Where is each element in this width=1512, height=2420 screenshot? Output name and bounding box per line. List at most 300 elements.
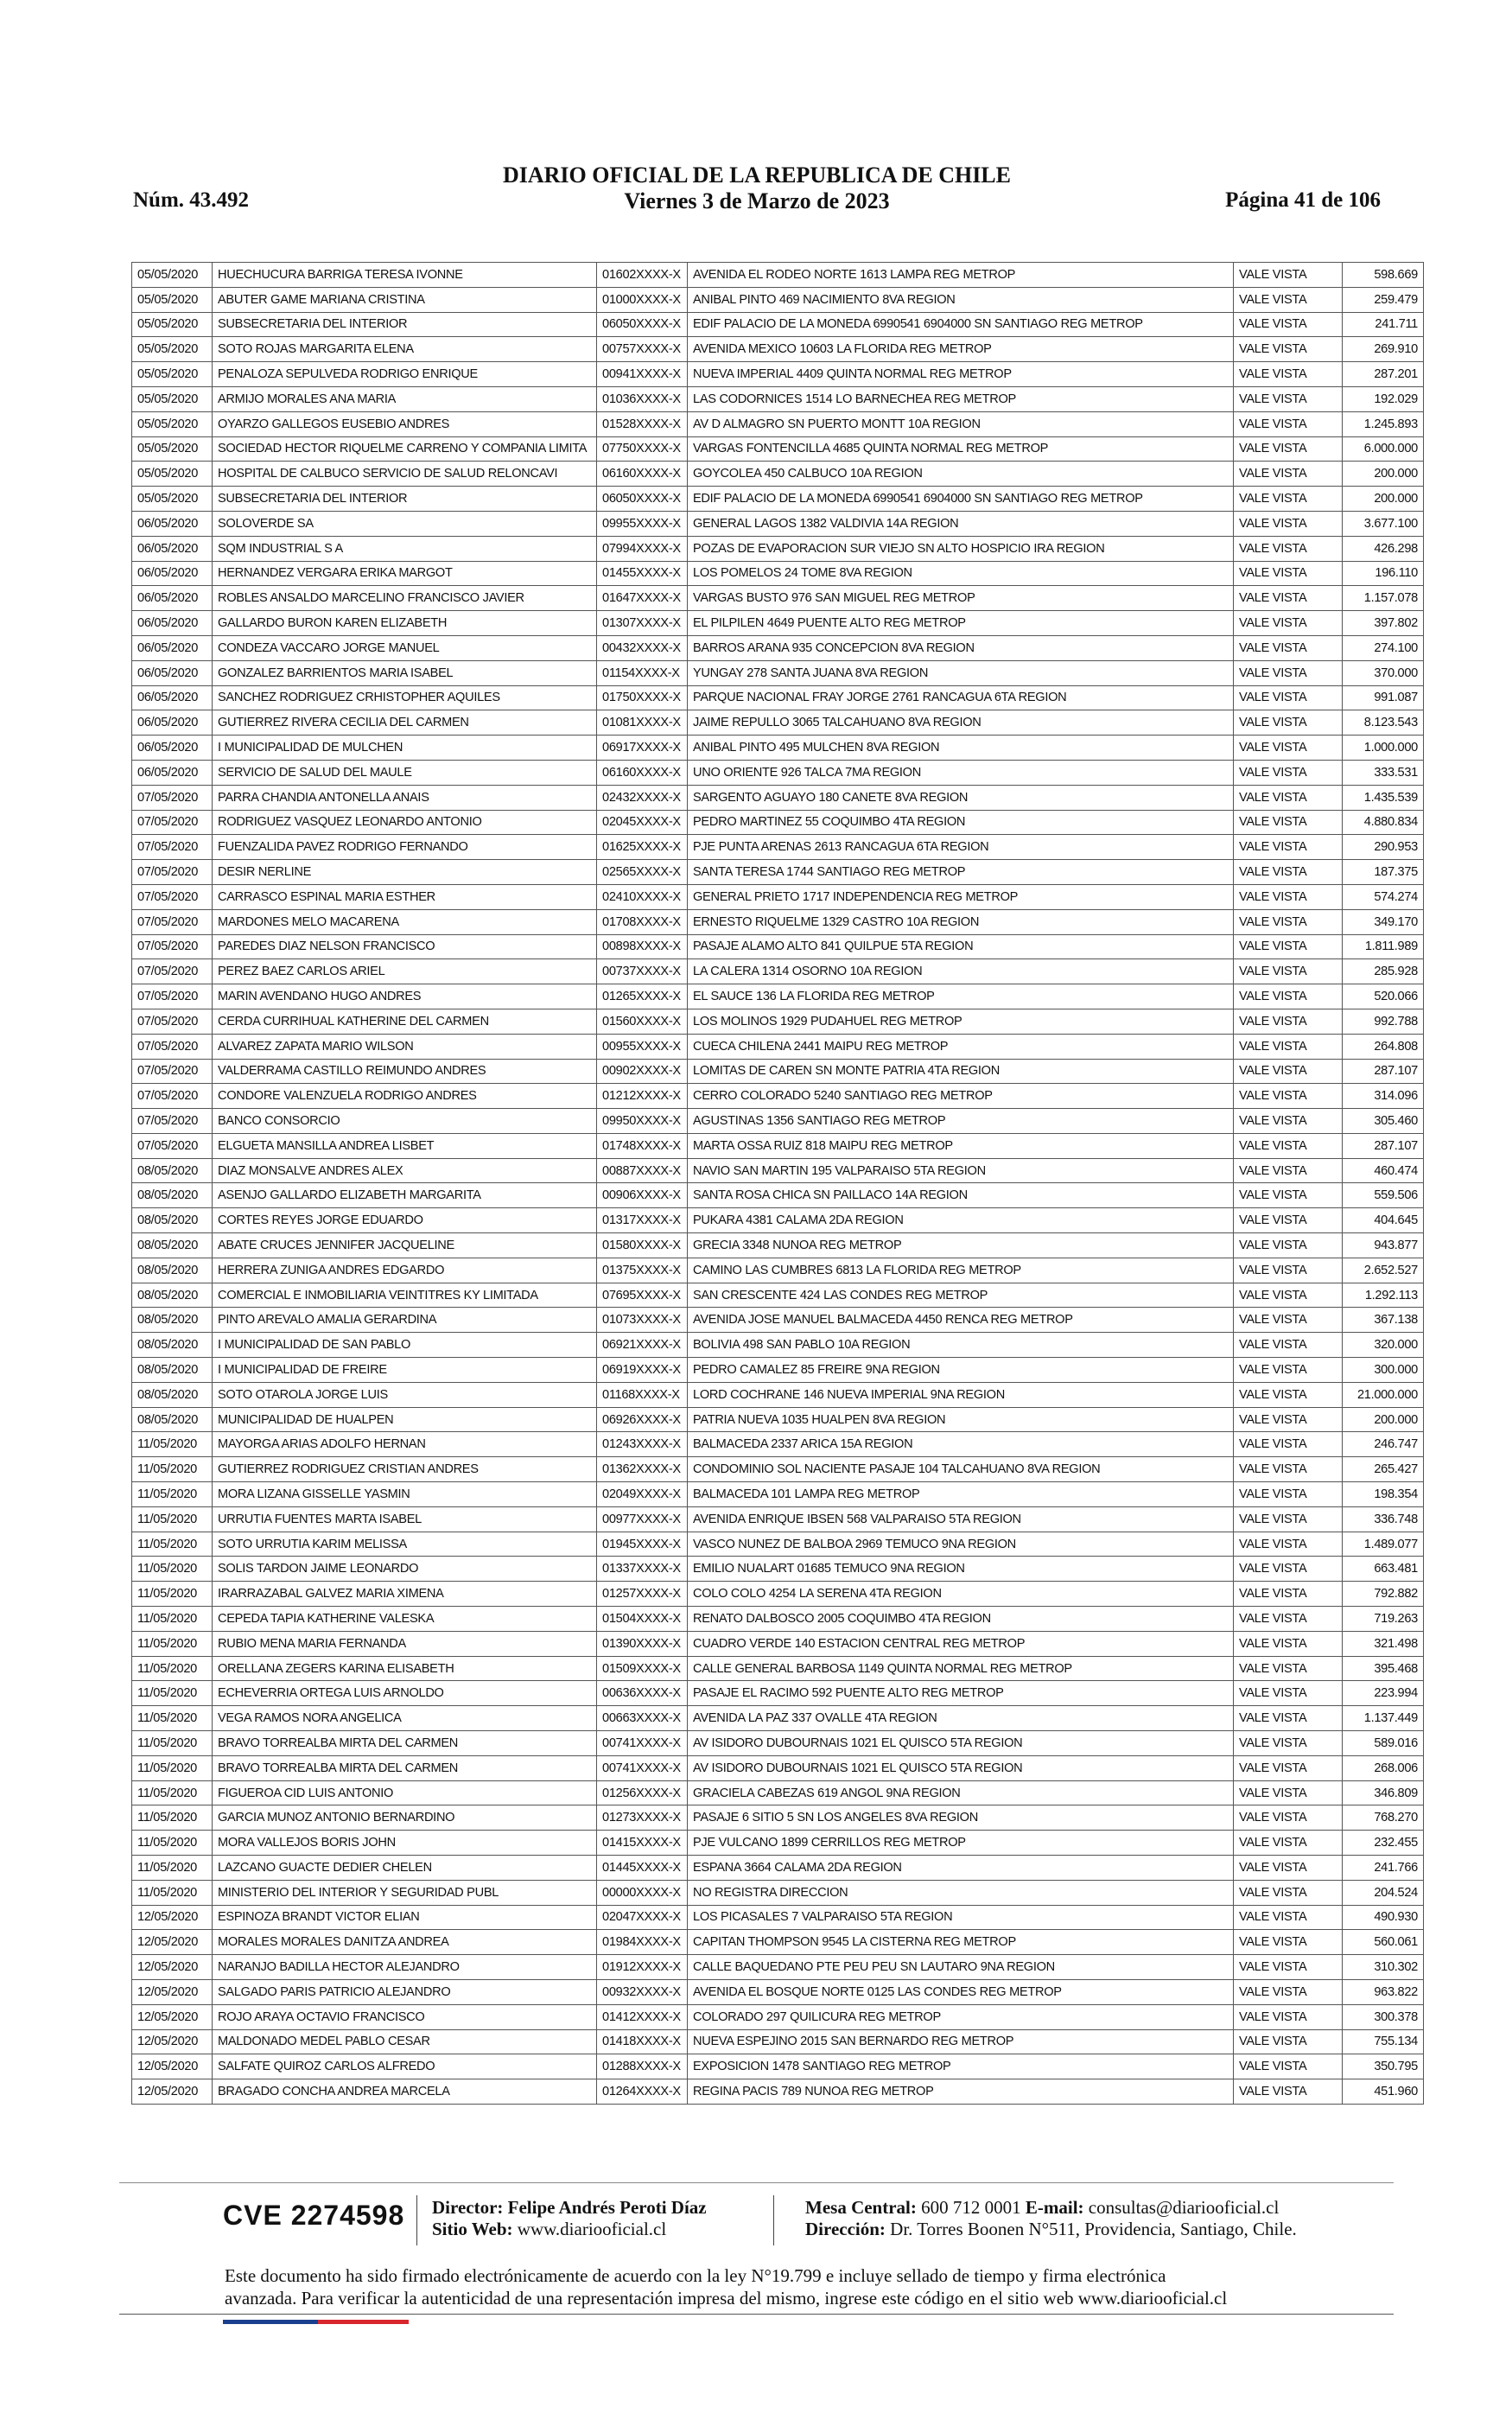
amount-cell: 404.645 bbox=[1343, 1208, 1424, 1233]
address-cell: AVENIDA EL RODEO NORTE 1613 LAMPA REG METROP bbox=[688, 263, 1234, 288]
beneficiary-cell: ARMIJO MORALES ANA MARIA bbox=[213, 386, 597, 411]
beneficiary-cell: URRUTIA FUENTES MARTA ISABEL bbox=[213, 1506, 597, 1532]
rut-cell: 01945XXXX-X bbox=[597, 1532, 688, 1557]
payment-type-cell: VALE VISTA bbox=[1234, 386, 1343, 411]
date-cell: 07/05/2020 bbox=[132, 959, 213, 984]
legal-notice bbox=[225, 2264, 1348, 2309]
rut-cell: 06926XXXX-X bbox=[597, 1407, 688, 1432]
date-cell: 12/05/2020 bbox=[132, 1930, 213, 1955]
beneficiary-cell: OYARZO GALLEGOS EUSEBIO ANDRES bbox=[213, 411, 597, 436]
payment-type-cell: VALE VISTA bbox=[1234, 1880, 1343, 1905]
amount-cell: 397.802 bbox=[1343, 611, 1424, 636]
date-cell: 08/05/2020 bbox=[132, 1283, 213, 1308]
address-cell: RENATO DALBOSCO 2005 COQUIMBO 4TA REGION bbox=[688, 1607, 1234, 1632]
date-cell: 06/05/2020 bbox=[132, 586, 213, 611]
table-row bbox=[132, 1283, 1424, 1308]
amount-cell: 1.245.893 bbox=[1343, 411, 1424, 436]
table-row bbox=[132, 2029, 1424, 2054]
beneficiary-cell: SERVICIO DE SALUD DEL MAULE bbox=[213, 760, 597, 785]
beneficiary-cell: RODRIGUEZ VASQUEZ LEONARDO ANTONIO bbox=[213, 810, 597, 835]
address-cell: PJE PUNTA ARENAS 2613 RANCAGUA 6TA REGION bbox=[688, 835, 1234, 860]
rut-cell: 01748XXXX-X bbox=[597, 1133, 688, 1158]
amount-cell: 21.000.000 bbox=[1343, 1382, 1424, 1407]
rut-cell: 00741XXXX-X bbox=[597, 1755, 688, 1780]
date-cell: 05/05/2020 bbox=[132, 462, 213, 487]
payment-type-cell: VALE VISTA bbox=[1234, 1780, 1343, 1805]
amount-cell: 992.788 bbox=[1343, 1009, 1424, 1034]
beneficiary-cell: IRARRAZABAL GALVEZ MARIA XIMENA bbox=[213, 1582, 597, 1607]
date-cell: 06/05/2020 bbox=[132, 536, 213, 561]
address-cell: CAPITAN THOMPSON 9545 LA CISTERNA REG METROP bbox=[688, 1930, 1234, 1955]
address-cell: JAIME REPULLO 3065 TALCAHUANO 8VA REGION bbox=[688, 710, 1234, 736]
rut-cell: 01337XXXX-X bbox=[597, 1557, 688, 1582]
payment-type-cell: VALE VISTA bbox=[1234, 611, 1343, 636]
beneficiary-cell: CONDORE VALENZUELA RODRIGO ANDRES bbox=[213, 1084, 597, 1109]
table-row bbox=[132, 1955, 1424, 1980]
address-cell: NAVIO SAN MARTIN 195 VALPARAISO 5TA REGION bbox=[688, 1158, 1234, 1183]
amount-cell: 305.460 bbox=[1343, 1109, 1424, 1134]
beneficiary-cell: FIGUEROA CID LUIS ANTONIO bbox=[213, 1780, 597, 1805]
payment-type-cell: VALE VISTA bbox=[1234, 337, 1343, 362]
amount-cell: 310.302 bbox=[1343, 1955, 1424, 1980]
table-row bbox=[132, 611, 1424, 636]
address-cell: AV ISIDORO DUBOURNAIS 1021 EL QUISCO 5TA REGION bbox=[688, 1731, 1234, 1756]
beneficiary-cell: HUECHUCURA BARRIGA TERESA IVONNE bbox=[213, 263, 597, 288]
footer-separator bbox=[416, 2195, 417, 2245]
masthead bbox=[130, 162, 1384, 214]
beneficiary-cell: SOLOVERDE SA bbox=[213, 511, 597, 536]
rut-cell: 01264XXXX-X bbox=[597, 2079, 688, 2105]
payment-type-cell: VALE VISTA bbox=[1234, 362, 1343, 387]
payment-type-cell: VALE VISTA bbox=[1234, 1283, 1343, 1308]
amount-cell: 963.822 bbox=[1343, 1979, 1424, 2004]
rut-cell: 01509XXXX-X bbox=[597, 1656, 688, 1681]
payment-type-cell: VALE VISTA bbox=[1234, 1681, 1343, 1706]
beneficiary-cell: DESIR NERLINE bbox=[213, 860, 597, 885]
payment-type-cell: VALE VISTA bbox=[1234, 1831, 1343, 1856]
amount-cell: 395.468 bbox=[1343, 1656, 1424, 1681]
payment-type-cell: VALE VISTA bbox=[1234, 860, 1343, 885]
address-cell: BALMACEDA 101 LAMPA REG METROP bbox=[688, 1482, 1234, 1507]
beneficiary-cell: CEPEDA TAPIA KATHERINE VALESKA bbox=[213, 1607, 597, 1632]
beneficiary-cell: NARANJO BADILLA HECTOR ALEJANDRO bbox=[213, 1955, 597, 1980]
table-row bbox=[132, 860, 1424, 885]
address-cell: SAN CRESCENTE 424 LAS CONDES REG METROP bbox=[688, 1283, 1234, 1308]
address-cell: LOMITAS DE CAREN SN MONTE PATRIA 4TA REGION bbox=[688, 1059, 1234, 1084]
date-cell: 06/05/2020 bbox=[132, 660, 213, 685]
table-row bbox=[132, 1233, 1424, 1258]
rut-cell: 01243XXXX-X bbox=[597, 1432, 688, 1457]
amount-cell: 287.107 bbox=[1343, 1059, 1424, 1084]
payment-type-cell: VALE VISTA bbox=[1234, 934, 1343, 959]
rut-cell: 01455XXXX-X bbox=[597, 561, 688, 586]
date-cell: 06/05/2020 bbox=[132, 611, 213, 636]
rut-cell: 01265XXXX-X bbox=[597, 984, 688, 1009]
payment-type-cell: VALE VISTA bbox=[1234, 685, 1343, 710]
rut-cell: 01560XXXX-X bbox=[597, 1009, 688, 1034]
rut-cell: 06921XXXX-X bbox=[597, 1333, 688, 1358]
date-cell: 12/05/2020 bbox=[132, 2029, 213, 2054]
date-cell: 07/05/2020 bbox=[132, 785, 213, 810]
payments-table bbox=[131, 262, 1424, 2105]
rut-cell: 00932XXXX-X bbox=[597, 1979, 688, 2004]
rut-cell: 09950XXXX-X bbox=[597, 1109, 688, 1134]
site-link[interactable]: www.diariooficial.cl bbox=[517, 2219, 667, 2239]
payment-type-cell: VALE VISTA bbox=[1234, 1955, 1343, 1980]
beneficiary-cell: DIAZ MONSALVE ANDRES ALEX bbox=[213, 1158, 597, 1183]
table-row bbox=[132, 1930, 1424, 1955]
rut-cell: 01984XXXX-X bbox=[597, 1930, 688, 1955]
date-cell: 06/05/2020 bbox=[132, 710, 213, 736]
address-cell: EXPOSICION 1478 SANTIAGO REG METROP bbox=[688, 2054, 1234, 2079]
beneficiary-cell: ROJO ARAYA OCTAVIO FRANCISCO bbox=[213, 2004, 597, 2029]
date-cell: 11/05/2020 bbox=[132, 1532, 213, 1557]
rut-cell: 01412XXXX-X bbox=[597, 2004, 688, 2029]
date-cell: 05/05/2020 bbox=[132, 312, 213, 337]
table-row bbox=[132, 536, 1424, 561]
payment-type-cell: VALE VISTA bbox=[1234, 1656, 1343, 1681]
table-row bbox=[132, 760, 1424, 785]
table-row bbox=[132, 1009, 1424, 1034]
beneficiary-cell: BRAGADO CONCHA ANDREA MARCELA bbox=[213, 2079, 597, 2105]
date-cell: 07/05/2020 bbox=[132, 835, 213, 860]
date-cell: 11/05/2020 bbox=[132, 1856, 213, 1881]
rut-cell: 01528XXXX-X bbox=[597, 411, 688, 436]
payments-table-body bbox=[132, 263, 1424, 2105]
date-cell: 11/05/2020 bbox=[132, 1755, 213, 1780]
payment-type-cell: VALE VISTA bbox=[1234, 1109, 1343, 1134]
beneficiary-cell: SOCIEDAD HECTOR RIQUELME CARRENO Y COMPANIA LIMITA bbox=[213, 436, 597, 462]
address-cell: CUECA CHILENA 2441 MAIPU REG METROP bbox=[688, 1034, 1234, 1059]
beneficiary-cell: CORTES REYES JORGE EDUARDO bbox=[213, 1208, 597, 1233]
table-row bbox=[132, 710, 1424, 736]
payment-type-cell: VALE VISTA bbox=[1234, 1308, 1343, 1333]
table-row bbox=[132, 2054, 1424, 2079]
amount-cell: 200.000 bbox=[1343, 462, 1424, 487]
amount-cell: 187.375 bbox=[1343, 860, 1424, 885]
date-cell: 05/05/2020 bbox=[132, 411, 213, 436]
issue-number: Núm. 43.492 bbox=[133, 188, 250, 212]
amount-cell: 287.201 bbox=[1343, 362, 1424, 387]
table-row bbox=[132, 1656, 1424, 1681]
table-row bbox=[132, 436, 1424, 462]
rut-cell: 01602XXXX-X bbox=[597, 263, 688, 288]
address-cell: LOS MOLINOS 1929 PUDAHUEL REG METROP bbox=[688, 1009, 1234, 1034]
date-cell: 05/05/2020 bbox=[132, 386, 213, 411]
payment-type-cell: VALE VISTA bbox=[1234, 287, 1343, 312]
amount-cell: 333.531 bbox=[1343, 760, 1424, 785]
date-cell: 11/05/2020 bbox=[132, 1631, 213, 1656]
rut-cell: 02049XXXX-X bbox=[597, 1482, 688, 1507]
address-cell: CUADRO VERDE 140 ESTACION CENTRAL REG METROP bbox=[688, 1631, 1234, 1656]
payment-type-cell: VALE VISTA bbox=[1234, 1333, 1343, 1358]
address-cell: ANIBAL PINTO 469 NACIMIENTO 8VA REGION bbox=[688, 287, 1234, 312]
amount-cell: 265.427 bbox=[1343, 1457, 1424, 1482]
beneficiary-cell: PENALOZA SEPULVEDA RODRIGO ENRIQUE bbox=[213, 362, 597, 387]
rut-cell: 06919XXXX-X bbox=[597, 1358, 688, 1383]
address-cell: NO REGISTRA DIRECCION bbox=[688, 1880, 1234, 1905]
address-cell: AVENIDA EL BOSQUE NORTE 0125 LAS CONDES REG METROP bbox=[688, 1979, 1234, 2004]
beneficiary-cell: VEGA RAMOS NORA ANGELICA bbox=[213, 1706, 597, 1731]
amount-cell: 755.134 bbox=[1343, 2029, 1424, 2054]
rut-cell: 01362XXXX-X bbox=[597, 1457, 688, 1482]
date-cell: 05/05/2020 bbox=[132, 287, 213, 312]
table-row bbox=[132, 561, 1424, 586]
beneficiary-cell: ABATE CRUCES JENNIFER JACQUELINE bbox=[213, 1233, 597, 1258]
amount-cell: 1.811.989 bbox=[1343, 934, 1424, 959]
table-row bbox=[132, 1034, 1424, 1059]
beneficiary-cell: SQM INDUSTRIAL S A bbox=[213, 536, 597, 561]
table-row bbox=[132, 1706, 1424, 1731]
address-cell: PJE VULCANO 1899 CERRILLOS REG METROP bbox=[688, 1831, 1234, 1856]
payment-type-cell: VALE VISTA bbox=[1234, 1706, 1343, 1731]
amount-cell: 285.928 bbox=[1343, 959, 1424, 984]
date-cell: 06/05/2020 bbox=[132, 685, 213, 710]
table-row bbox=[132, 1432, 1424, 1457]
amount-cell: 314.096 bbox=[1343, 1084, 1424, 1109]
date-cell: 08/05/2020 bbox=[132, 1183, 213, 1208]
amount-cell: 350.795 bbox=[1343, 2054, 1424, 2079]
table-row bbox=[132, 1358, 1424, 1383]
payment-type-cell: VALE VISTA bbox=[1234, 511, 1343, 536]
payment-type-cell: VALE VISTA bbox=[1234, 536, 1343, 561]
beneficiary-cell: MORA LIZANA GISSELLE YASMIN bbox=[213, 1482, 597, 1507]
payment-type-cell: VALE VISTA bbox=[1234, 1457, 1343, 1482]
rut-cell: 02565XXXX-X bbox=[597, 860, 688, 885]
address-cell: CAMINO LAS CUMBRES 6813 LA FLORIDA REG METROP bbox=[688, 1258, 1234, 1283]
amount-cell: 943.877 bbox=[1343, 1233, 1424, 1258]
beneficiary-cell: I MUNICIPALIDAD DE MULCHEN bbox=[213, 736, 597, 761]
amount-cell: 287.107 bbox=[1343, 1133, 1424, 1158]
table-row bbox=[132, 1084, 1424, 1109]
payment-type-cell: VALE VISTA bbox=[1234, 1208, 1343, 1233]
rut-cell: 00955XXXX-X bbox=[597, 1034, 688, 1059]
beneficiary-cell: ORELLANA ZEGERS KARINA ELISABETH bbox=[213, 1656, 597, 1681]
beneficiary-cell: GONZALEZ BARRIENTOS MARIA ISABEL bbox=[213, 660, 597, 685]
amount-cell: 1.292.113 bbox=[1343, 1283, 1424, 1308]
amount-cell: 196.110 bbox=[1343, 561, 1424, 586]
payment-type-cell: VALE VISTA bbox=[1234, 1233, 1343, 1258]
rut-cell: 00432XXXX-X bbox=[597, 635, 688, 660]
amount-cell: 3.677.100 bbox=[1343, 511, 1424, 536]
address-cell: SANTA ROSA CHICA SN PAILLACO 14A REGION bbox=[688, 1183, 1234, 1208]
beneficiary-cell: SOTO URRUTIA KARIM MELISSA bbox=[213, 1532, 597, 1557]
payment-type-cell: VALE VISTA bbox=[1234, 1034, 1343, 1059]
payment-type-cell: VALE VISTA bbox=[1234, 909, 1343, 934]
address-cell: AVENIDA ENRIQUE IBSEN 568 VALPARAISO 5TA REGION bbox=[688, 1506, 1234, 1532]
payment-type-cell: VALE VISTA bbox=[1234, 263, 1343, 288]
beneficiary-cell: MINISTERIO DEL INTERIOR Y SEGURIDAD PUBL bbox=[213, 1880, 597, 1905]
amount-cell: 198.354 bbox=[1343, 1482, 1424, 1507]
rut-cell: 00737XXXX-X bbox=[597, 959, 688, 984]
beneficiary-cell: MARDONES MELO MACARENA bbox=[213, 909, 597, 934]
amount-cell: 574.274 bbox=[1343, 884, 1424, 909]
amount-cell: 268.006 bbox=[1343, 1755, 1424, 1780]
address-cell: AVENIDA LA PAZ 337 OVALLE 4TA REGION bbox=[688, 1706, 1234, 1731]
address-cell: ANIBAL PINTO 495 MULCHEN 8VA REGION bbox=[688, 736, 1234, 761]
payment-type-cell: VALE VISTA bbox=[1234, 736, 1343, 761]
table-row bbox=[132, 2079, 1424, 2105]
beneficiary-cell: CONDEZA VACCARO JORGE MANUEL bbox=[213, 635, 597, 660]
date-cell: 07/05/2020 bbox=[132, 1084, 213, 1109]
address-cell: AV D ALMAGRO SN PUERTO MONTT 10A REGION bbox=[688, 411, 1234, 436]
payment-type-cell: VALE VISTA bbox=[1234, 1731, 1343, 1756]
amount-cell: 589.016 bbox=[1343, 1731, 1424, 1756]
payment-type-cell: VALE VISTA bbox=[1234, 1979, 1343, 2004]
address-cell: BOLIVIA 498 SAN PABLO 10A REGION bbox=[688, 1333, 1234, 1358]
table-row bbox=[132, 835, 1424, 860]
rut-cell: 02047XXXX-X bbox=[597, 1905, 688, 1930]
payment-type-cell: VALE VISTA bbox=[1234, 884, 1343, 909]
legal-line: avanzada. Para verificar la autenticidad de una representación impresa del mismo, ingrese este código en el sitio web www.diariooficial.cl bbox=[225, 2288, 1228, 2309]
amount-cell: 241.711 bbox=[1343, 312, 1424, 337]
table-row bbox=[132, 1407, 1424, 1432]
amount-cell: 192.029 bbox=[1343, 386, 1424, 411]
date-cell: 11/05/2020 bbox=[132, 1731, 213, 1756]
payment-type-cell: VALE VISTA bbox=[1234, 462, 1343, 487]
publication-title: DIARIO OFICIAL DE LA REPUBLICA DE CHILE bbox=[502, 162, 1011, 188]
date-cell: 06/05/2020 bbox=[132, 635, 213, 660]
address-cell: PEDRO CAMALEZ 85 FREIRE 9NA REGION bbox=[688, 1358, 1234, 1383]
date-cell: 11/05/2020 bbox=[132, 1557, 213, 1582]
amount-cell: 4.880.834 bbox=[1343, 810, 1424, 835]
director-name: Felipe Andrés Peroti Díaz bbox=[507, 2197, 707, 2218]
address-cell: BARROS ARANA 935 CONCEPCION 8VA REGION bbox=[688, 635, 1234, 660]
table-row bbox=[132, 411, 1424, 436]
address-cell: CALLE GENERAL BARBOSA 1149 QUINTA NORMAL REG METROP bbox=[688, 1656, 1234, 1681]
beneficiary-cell: GALLARDO BURON KAREN ELIZABETH bbox=[213, 611, 597, 636]
amount-cell: 346.809 bbox=[1343, 1780, 1424, 1805]
table-row bbox=[132, 934, 1424, 959]
beneficiary-cell: SUBSECRETARIA DEL INTERIOR bbox=[213, 312, 597, 337]
rut-cell: 01418XXXX-X bbox=[597, 2029, 688, 2054]
date-cell: 05/05/2020 bbox=[132, 487, 213, 512]
address-cell: GOYCOLEA 450 CALBUCO 10A REGION bbox=[688, 462, 1234, 487]
rut-cell: 01081XXXX-X bbox=[597, 710, 688, 736]
beneficiary-cell: HOSPITAL DE CALBUCO SERVICIO DE SALUD RELONCAVI bbox=[213, 462, 597, 487]
beneficiary-cell: ABUTER GAME MARIANA CRISTINA bbox=[213, 287, 597, 312]
date-cell: 11/05/2020 bbox=[132, 1681, 213, 1706]
payment-type-cell: VALE VISTA bbox=[1234, 760, 1343, 785]
amount-cell: 426.298 bbox=[1343, 536, 1424, 561]
contact-block bbox=[805, 2197, 1297, 2240]
beneficiary-cell: ECHEVERRIA ORTEGA LUIS ARNOLDO bbox=[213, 1681, 597, 1706]
rut-cell: 00757XXXX-X bbox=[597, 337, 688, 362]
payment-type-cell: VALE VISTA bbox=[1234, 1755, 1343, 1780]
date-cell: 06/05/2020 bbox=[132, 561, 213, 586]
table-row bbox=[132, 1183, 1424, 1208]
address-cell: LOS POMELOS 24 TOME 8VA REGION bbox=[688, 561, 1234, 586]
rut-cell: 02045XXXX-X bbox=[597, 810, 688, 835]
date-cell: 06/05/2020 bbox=[132, 760, 213, 785]
date-cell: 11/05/2020 bbox=[132, 1780, 213, 1805]
page-header bbox=[130, 162, 1384, 223]
date-cell: 08/05/2020 bbox=[132, 1258, 213, 1283]
table-row bbox=[132, 511, 1424, 536]
payment-type-cell: VALE VISTA bbox=[1234, 1382, 1343, 1407]
amount-cell: 6.000.000 bbox=[1343, 436, 1424, 462]
email-label: E-mail: bbox=[1025, 2197, 1084, 2218]
beneficiary-cell: PINTO AREVALO AMALIA GERARDINA bbox=[213, 1308, 597, 1333]
table-row bbox=[132, 386, 1424, 411]
date-cell: 11/05/2020 bbox=[132, 1880, 213, 1905]
rut-cell: 00941XXXX-X bbox=[597, 362, 688, 387]
table-row bbox=[132, 1631, 1424, 1656]
address-cell: EDIF PALACIO DE LA MONEDA 6990541 6904000 SN SANTIAGO REG METROP bbox=[688, 487, 1234, 512]
payment-type-cell: VALE VISTA bbox=[1234, 1805, 1343, 1831]
table-row bbox=[132, 1308, 1424, 1333]
rut-cell: 01256XXXX-X bbox=[597, 1780, 688, 1805]
address-cell: GENERAL PRIETO 1717 INDEPENDENCIA REG METROP bbox=[688, 884, 1234, 909]
date-cell: 11/05/2020 bbox=[132, 1482, 213, 1507]
date-cell: 12/05/2020 bbox=[132, 2054, 213, 2079]
address-cell: EL SAUCE 136 LA FLORIDA REG METROP bbox=[688, 984, 1234, 1009]
table-row bbox=[132, 984, 1424, 1009]
date-cell: 08/05/2020 bbox=[132, 1208, 213, 1233]
payment-type-cell: VALE VISTA bbox=[1234, 1607, 1343, 1632]
address-cell: AVENIDA MEXICO 10603 LA FLORIDA REG METROP bbox=[688, 337, 1234, 362]
address-cell: NUEVA IMPERIAL 4409 QUINTA NORMAL REG METROP bbox=[688, 362, 1234, 387]
address-cell: POZAS DE EVAPORACION SUR VIEJO SN ALTO HOSPICIO IRA REGION bbox=[688, 536, 1234, 561]
rut-cell: 06160XXXX-X bbox=[597, 760, 688, 785]
address-cell: PASAJE ALAMO ALTO 841 QUILPUE 5TA REGION bbox=[688, 934, 1234, 959]
beneficiary-cell: ROBLES ANSALDO MARCELINO FRANCISCO JAVIER bbox=[213, 586, 597, 611]
beneficiary-cell: MAYORGA ARIAS ADOLFO HERNAN bbox=[213, 1432, 597, 1457]
rut-cell: 01073XXXX-X bbox=[597, 1308, 688, 1333]
table-row bbox=[132, 1880, 1424, 1905]
beneficiary-cell: HERNANDEZ VERGARA ERIKA MARGOT bbox=[213, 561, 597, 586]
rut-cell: 01415XXXX-X bbox=[597, 1831, 688, 1856]
amount-cell: 991.087 bbox=[1343, 685, 1424, 710]
beneficiary-cell: MALDONADO MEDEL PABLO CESAR bbox=[213, 2029, 597, 2054]
beneficiary-cell: ELGUETA MANSILLA ANDREA LISBET bbox=[213, 1133, 597, 1158]
address-cell: REGINA PACIS 789 NUNOA REG METROP bbox=[688, 2079, 1234, 2105]
table-row bbox=[132, 736, 1424, 761]
beneficiary-cell: SALFATE QUIROZ CARLOS ALFREDO bbox=[213, 2054, 597, 2079]
date-cell: 12/05/2020 bbox=[132, 1905, 213, 1930]
amount-cell: 320.000 bbox=[1343, 1333, 1424, 1358]
beneficiary-cell: ESPINOZA BRANDT VICTOR ELIAN bbox=[213, 1905, 597, 1930]
beneficiary-cell: PEREZ BAEZ CARLOS ARIEL bbox=[213, 959, 597, 984]
rut-cell: 02432XXXX-X bbox=[597, 785, 688, 810]
date-cell: 05/05/2020 bbox=[132, 362, 213, 387]
address-cell: PUKARA 4381 CALAMA 2DA REGION bbox=[688, 1208, 1234, 1233]
beneficiary-cell: SOTO OTAROLA JORGE LUIS bbox=[213, 1382, 597, 1407]
address-cell: NUEVA ESPEJINO 2015 SAN BERNARDO REG METROP bbox=[688, 2029, 1234, 2054]
date-cell: 12/05/2020 bbox=[132, 1979, 213, 2004]
amount-cell: 490.930 bbox=[1343, 1905, 1424, 1930]
date-cell: 07/05/2020 bbox=[132, 1133, 213, 1158]
address-cell: SANTA TERESA 1744 SANTIAGO REG METROP bbox=[688, 860, 1234, 885]
rut-cell: 01307XXXX-X bbox=[597, 611, 688, 636]
table-row bbox=[132, 312, 1424, 337]
footer-separator bbox=[773, 2195, 774, 2245]
address-cell: CONDOMINIO SOL NACIENTE PASAJE 104 TALCAHUANO 8VA REGION bbox=[688, 1457, 1234, 1482]
rut-cell: 00898XXXX-X bbox=[597, 934, 688, 959]
table-row bbox=[132, 1831, 1424, 1856]
email-link[interactable]: consultas@diariooficial.cl bbox=[1088, 2197, 1280, 2218]
payment-type-cell: VALE VISTA bbox=[1234, 1582, 1343, 1607]
publication-date: Viernes 3 de Marzo de 2023 bbox=[624, 188, 890, 213]
table-row bbox=[132, 263, 1424, 288]
amount-cell: 2.652.527 bbox=[1343, 1258, 1424, 1283]
amount-cell: 460.474 bbox=[1343, 1158, 1424, 1183]
address-cell: ESPANA 3664 CALAMA 2DA REGION bbox=[688, 1856, 1234, 1881]
payment-type-cell: VALE VISTA bbox=[1234, 1133, 1343, 1158]
beneficiary-cell: FUENZALIDA PAVEZ RODRIGO FERNANDO bbox=[213, 835, 597, 860]
address-cell: LA CALERA 1314 OSORNO 10A REGION bbox=[688, 959, 1234, 984]
amount-cell: 8.123.543 bbox=[1343, 710, 1424, 736]
